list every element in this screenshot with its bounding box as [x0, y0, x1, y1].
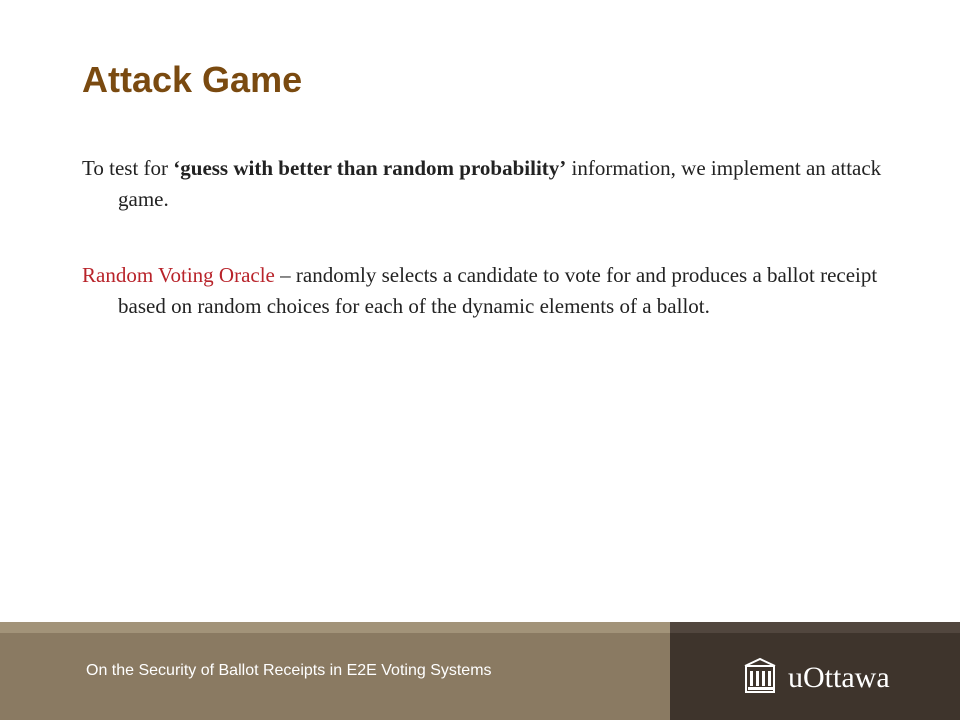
- paragraph-attack-game: [82, 153, 898, 215]
- oracle-description: – randomly selects a candidate to vote for and produces a ballot receipt based on random choices for each of the dynamic elements of a ballot.: [118, 263, 878, 318]
- uottawa-logo-text: uOttawa: [788, 661, 890, 694]
- paragraph-random-voting-oracle: [82, 260, 898, 322]
- oracle-term: Random Voting Oracle: [82, 263, 275, 287]
- footer-accent-strip: [0, 622, 670, 633]
- footer-accent-strip-dark: [670, 622, 960, 633]
- uottawa-building-icon: [742, 656, 778, 696]
- footer-caption: On the Security of Ballot Receipts in E2E Voting Systems: [86, 662, 492, 679]
- paragraph1-suffix: information, we implement an attack game.: [118, 156, 882, 211]
- slide-title: Attack Game: [82, 59, 303, 100]
- paragraph1-prefix: To test for: [82, 156, 174, 180]
- paragraph1-bold-phrase: ‘guess with better than random probability’: [173, 156, 567, 180]
